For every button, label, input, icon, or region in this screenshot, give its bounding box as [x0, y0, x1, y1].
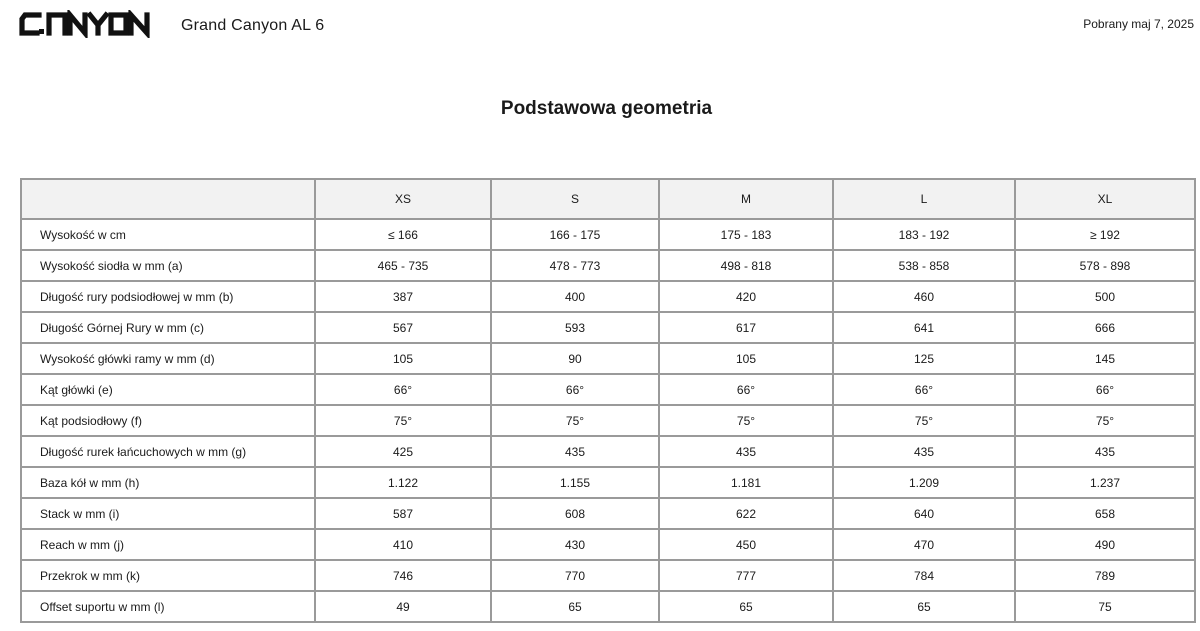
cell-l: 435 [833, 436, 1015, 467]
cell-s: 435 [491, 436, 659, 467]
table-row [21, 591, 1195, 622]
cell-xs: 425 [315, 436, 491, 467]
row-label: Wysokość główki ramy w mm (d) [21, 343, 315, 374]
cell-xs: 465 - 735 [315, 250, 491, 281]
row-label: Kąt podsiodłowy (f) [21, 405, 315, 436]
cell-m: 75° [659, 405, 833, 436]
cell-xs: 49 [315, 591, 491, 622]
cell-m: 66° [659, 374, 833, 405]
cell-l: 1.209 [833, 467, 1015, 498]
cell-xl: ≥ 192 [1015, 219, 1195, 250]
cell-xl: 75 [1015, 591, 1195, 622]
cell-l: 538 - 858 [833, 250, 1015, 281]
cell-xs: 105 [315, 343, 491, 374]
table-row [21, 560, 1195, 591]
size-header-xs: XS [315, 179, 491, 219]
row-label: Wysokość w cm [21, 219, 315, 250]
cell-xs: 587 [315, 498, 491, 529]
row-label: Offset suportu w mm (l) [21, 591, 315, 622]
cell-xs: 746 [315, 560, 491, 591]
cell-m: 420 [659, 281, 833, 312]
cell-s: 593 [491, 312, 659, 343]
cell-xl: 789 [1015, 560, 1195, 591]
cell-s: 608 [491, 498, 659, 529]
cell-l: 470 [833, 529, 1015, 560]
table-header-row [21, 179, 1195, 219]
cell-l: 640 [833, 498, 1015, 529]
table-row [21, 281, 1195, 312]
table-row [21, 250, 1195, 281]
canyon-logo-icon[interactable] [19, 10, 165, 38]
cell-xl: 435 [1015, 436, 1195, 467]
cell-s: 400 [491, 281, 659, 312]
cell-xs: ≤ 166 [315, 219, 491, 250]
size-header-xl: XL [1015, 179, 1195, 219]
geometry-table [20, 178, 1196, 623]
cell-l: 784 [833, 560, 1015, 591]
cell-xl: 666 [1015, 312, 1195, 343]
size-header-l: L [833, 179, 1015, 219]
cell-xl: 66° [1015, 374, 1195, 405]
cell-s: 166 - 175 [491, 219, 659, 250]
cell-m: 175 - 183 [659, 219, 833, 250]
cell-xl: 1.237 [1015, 467, 1195, 498]
cell-s: 1.155 [491, 467, 659, 498]
cell-xl: 490 [1015, 529, 1195, 560]
row-label: Stack w mm (i) [21, 498, 315, 529]
cell-l: 460 [833, 281, 1015, 312]
row-label: Baza kół w mm (h) [21, 467, 315, 498]
page-header [0, 0, 1200, 50]
cell-s: 430 [491, 529, 659, 560]
table-row [21, 312, 1195, 343]
table-row [21, 529, 1195, 560]
cell-l: 75° [833, 405, 1015, 436]
cell-s: 65 [491, 591, 659, 622]
row-label: Reach w mm (j) [21, 529, 315, 560]
cell-m: 450 [659, 529, 833, 560]
cell-s: 770 [491, 560, 659, 591]
cell-m: 65 [659, 591, 833, 622]
table-body [21, 219, 1195, 622]
cell-xl: 500 [1015, 281, 1195, 312]
cell-xl: 75° [1015, 405, 1195, 436]
cell-l: 641 [833, 312, 1015, 343]
section-title: Podstawowa geometria [500, 98, 713, 119]
row-label: Wysokość siodła w mm (a) [21, 250, 315, 281]
cell-m: 1.181 [659, 467, 833, 498]
cell-l: 65 [833, 591, 1015, 622]
download-date: Pobrany maj 7, 2025 [1083, 17, 1194, 31]
cell-l: 125 [833, 343, 1015, 374]
table-row [21, 343, 1195, 374]
table-header-corner [21, 179, 315, 219]
table-row [21, 436, 1195, 467]
cell-xs: 387 [315, 281, 491, 312]
cell-s: 478 - 773 [491, 250, 659, 281]
cell-l: 183 - 192 [833, 219, 1015, 250]
cell-m: 622 [659, 498, 833, 529]
table-row [21, 498, 1195, 529]
cell-xs: 66° [315, 374, 491, 405]
cell-xl: 145 [1015, 343, 1195, 374]
product-name: Grand Canyon AL 6 [181, 17, 325, 34]
cell-m: 498 - 818 [659, 250, 833, 281]
cell-s: 90 [491, 343, 659, 374]
cell-m: 105 [659, 343, 833, 374]
cell-xs: 410 [315, 529, 491, 560]
cell-s: 66° [491, 374, 659, 405]
cell-s: 75° [491, 405, 659, 436]
cell-m: 777 [659, 560, 833, 591]
table-row [21, 219, 1195, 250]
cell-l: 66° [833, 374, 1015, 405]
row-label: Długość Górnej Rury w mm (c) [21, 312, 315, 343]
row-label: Kąt główki (e) [21, 374, 315, 405]
cell-xl: 658 [1015, 498, 1195, 529]
row-label: Przekrok w mm (k) [21, 560, 315, 591]
cell-xs: 567 [315, 312, 491, 343]
cell-m: 617 [659, 312, 833, 343]
row-label: Długość rury podsiodłowej w mm (b) [21, 281, 315, 312]
size-header-s: S [491, 179, 659, 219]
cell-xs: 1.122 [315, 467, 491, 498]
table-row [21, 374, 1195, 405]
cell-xs: 75° [315, 405, 491, 436]
size-header-m: M [659, 179, 833, 219]
table-row [21, 467, 1195, 498]
table-row [21, 405, 1195, 436]
cell-xl: 578 - 898 [1015, 250, 1195, 281]
row-label: Długość rurek łańcuchowych w mm (g) [21, 436, 315, 467]
cell-m: 435 [659, 436, 833, 467]
